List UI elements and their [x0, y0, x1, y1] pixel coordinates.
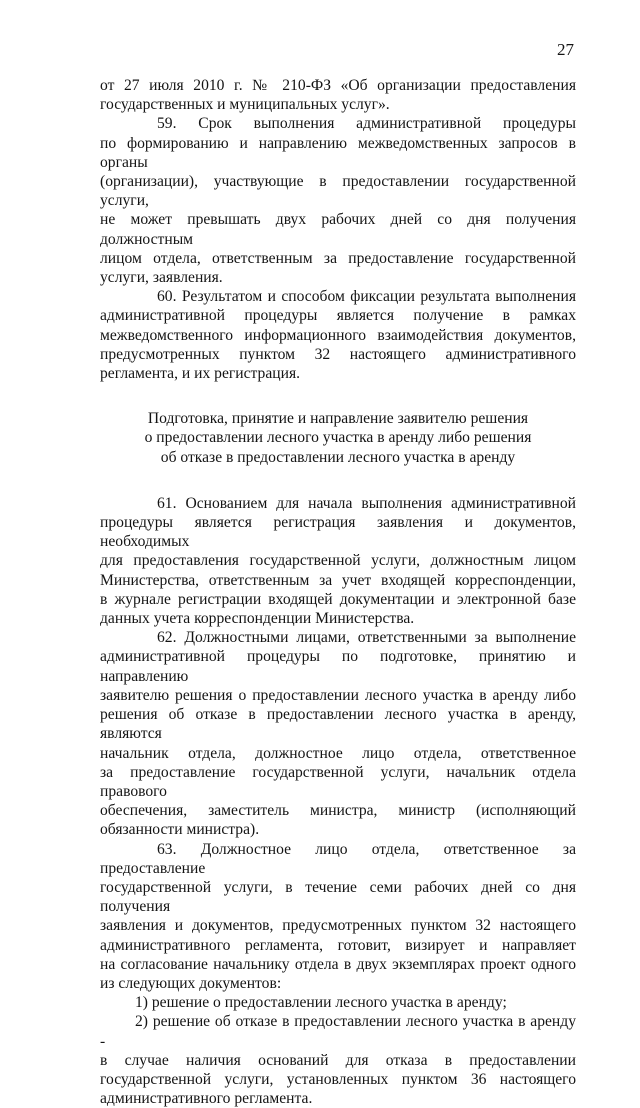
document-list [100, 993, 576, 1108]
list-item-2: 2) решение об отказе в предоставлении лесного участка в аренду - [100, 1013, 576, 1050]
text-line: в случае наличия оснований для отказа в предоставлении [100, 1051, 576, 1069]
text-line: заявителю решения о предоставлении лесного участка в аренду либо [100, 686, 576, 704]
text-line: обязанности министра). [100, 821, 260, 839]
heading-line: о предоставлении лесного участка в аренду либо решения [144, 429, 532, 447]
text-line: не может превышать двух рабочих дней со дня получения должностным [100, 211, 576, 248]
text-line: заявления и документов, предусмотренных пунктом 32 настоящего [100, 917, 576, 935]
text-line: услуги, заявления. [100, 269, 223, 287]
text-line: регламента, и их регистрация. [100, 365, 301, 383]
text-line: решения об отказе в предоставлении лесного участка в аренду, являются [100, 706, 576, 743]
text-line: начальник отдела, должностное лицо отдела, ответственное [100, 744, 576, 762]
paragraph-60 [100, 287, 576, 383]
paragraph-63 [100, 840, 576, 994]
paragraph-61 [100, 494, 576, 628]
text-line: из следующих документов: [100, 974, 282, 992]
document-body [100, 76, 576, 1108]
text-line: государственных и муниципальных услуг». [100, 96, 390, 114]
section-heading [100, 409, 576, 467]
list-item-1: 1) решение о предоставлении лесного участка в аренду; [135, 994, 507, 1012]
text-line: 60. Результатом и способом фиксации результата выполнения [157, 288, 576, 306]
paragraph-continuation [100, 76, 576, 114]
text-line: для предоставления государственной услуги, должностным лицом [100, 552, 576, 570]
text-line: в журнале регистрации входящей документации и электронной базе [100, 590, 576, 608]
text-line: административного регламента. [100, 1090, 313, 1108]
text-line: лицом отдела, ответственным за предоставление государственной [100, 249, 576, 267]
text-line: данных учета корреспонденции Министерства. [100, 610, 415, 628]
text-line: по формированию и направлению межведомственных запросов в органы [100, 134, 576, 171]
text-line: на согласование начальнику отдела в двух экземплярах проект одного [100, 955, 576, 973]
text-line: предусмотренных пунктом 32 настоящего административного [100, 345, 576, 363]
text-line: Министерства, ответственным за учет входящей корреспонденции, [100, 571, 576, 589]
text-line: за предоставление государственной услуги, начальник отдела правового [100, 763, 576, 800]
heading-line: об отказе в предоставлении лесного участка в аренду [160, 448, 516, 466]
paragraph-59 [100, 114, 576, 287]
text-line: административного регламента, готовит, визирует и направляет [100, 936, 576, 954]
text-line: 59. Срок выполнения административной процедуры [157, 115, 576, 133]
heading-line: Подготовка, принятие и направление заявителю решения [147, 410, 529, 428]
text-line: 63. Должностное лицо отдела, ответственное за предоставление [100, 840, 576, 877]
text-line: (организации), участвующие в предоставлении государственной услуги, [100, 173, 576, 210]
text-line: государственной услуги, в течение семи рабочих дней со дня получения [100, 878, 576, 916]
text-line: межведомственного информационного взаимодействия документов, [100, 326, 576, 344]
text-line: административной процедуры по подготовке, принятию и направлению [100, 648, 576, 685]
text-line: 62. Должностными лицами, ответственными за выполнение [157, 629, 576, 647]
page-number: 27 [557, 40, 574, 59]
text-line: 61. Основанием для начала выполнения административной [157, 494, 576, 512]
text-line: процедуры является регистрация заявления и документов, необходимых [100, 514, 576, 551]
paragraph-62 [100, 628, 576, 839]
text-line: административной процедуры является получение в рамках [100, 307, 576, 325]
text-line: обеспечения, заместитель министра, министр (исполняющий [100, 802, 576, 820]
text-line: от 27 июля 2010 г. № 210-ФЗ «Об организации предоставления [100, 77, 576, 94]
text-line: государственной услуги, установленных пунктом 36 настоящего [100, 1070, 576, 1088]
